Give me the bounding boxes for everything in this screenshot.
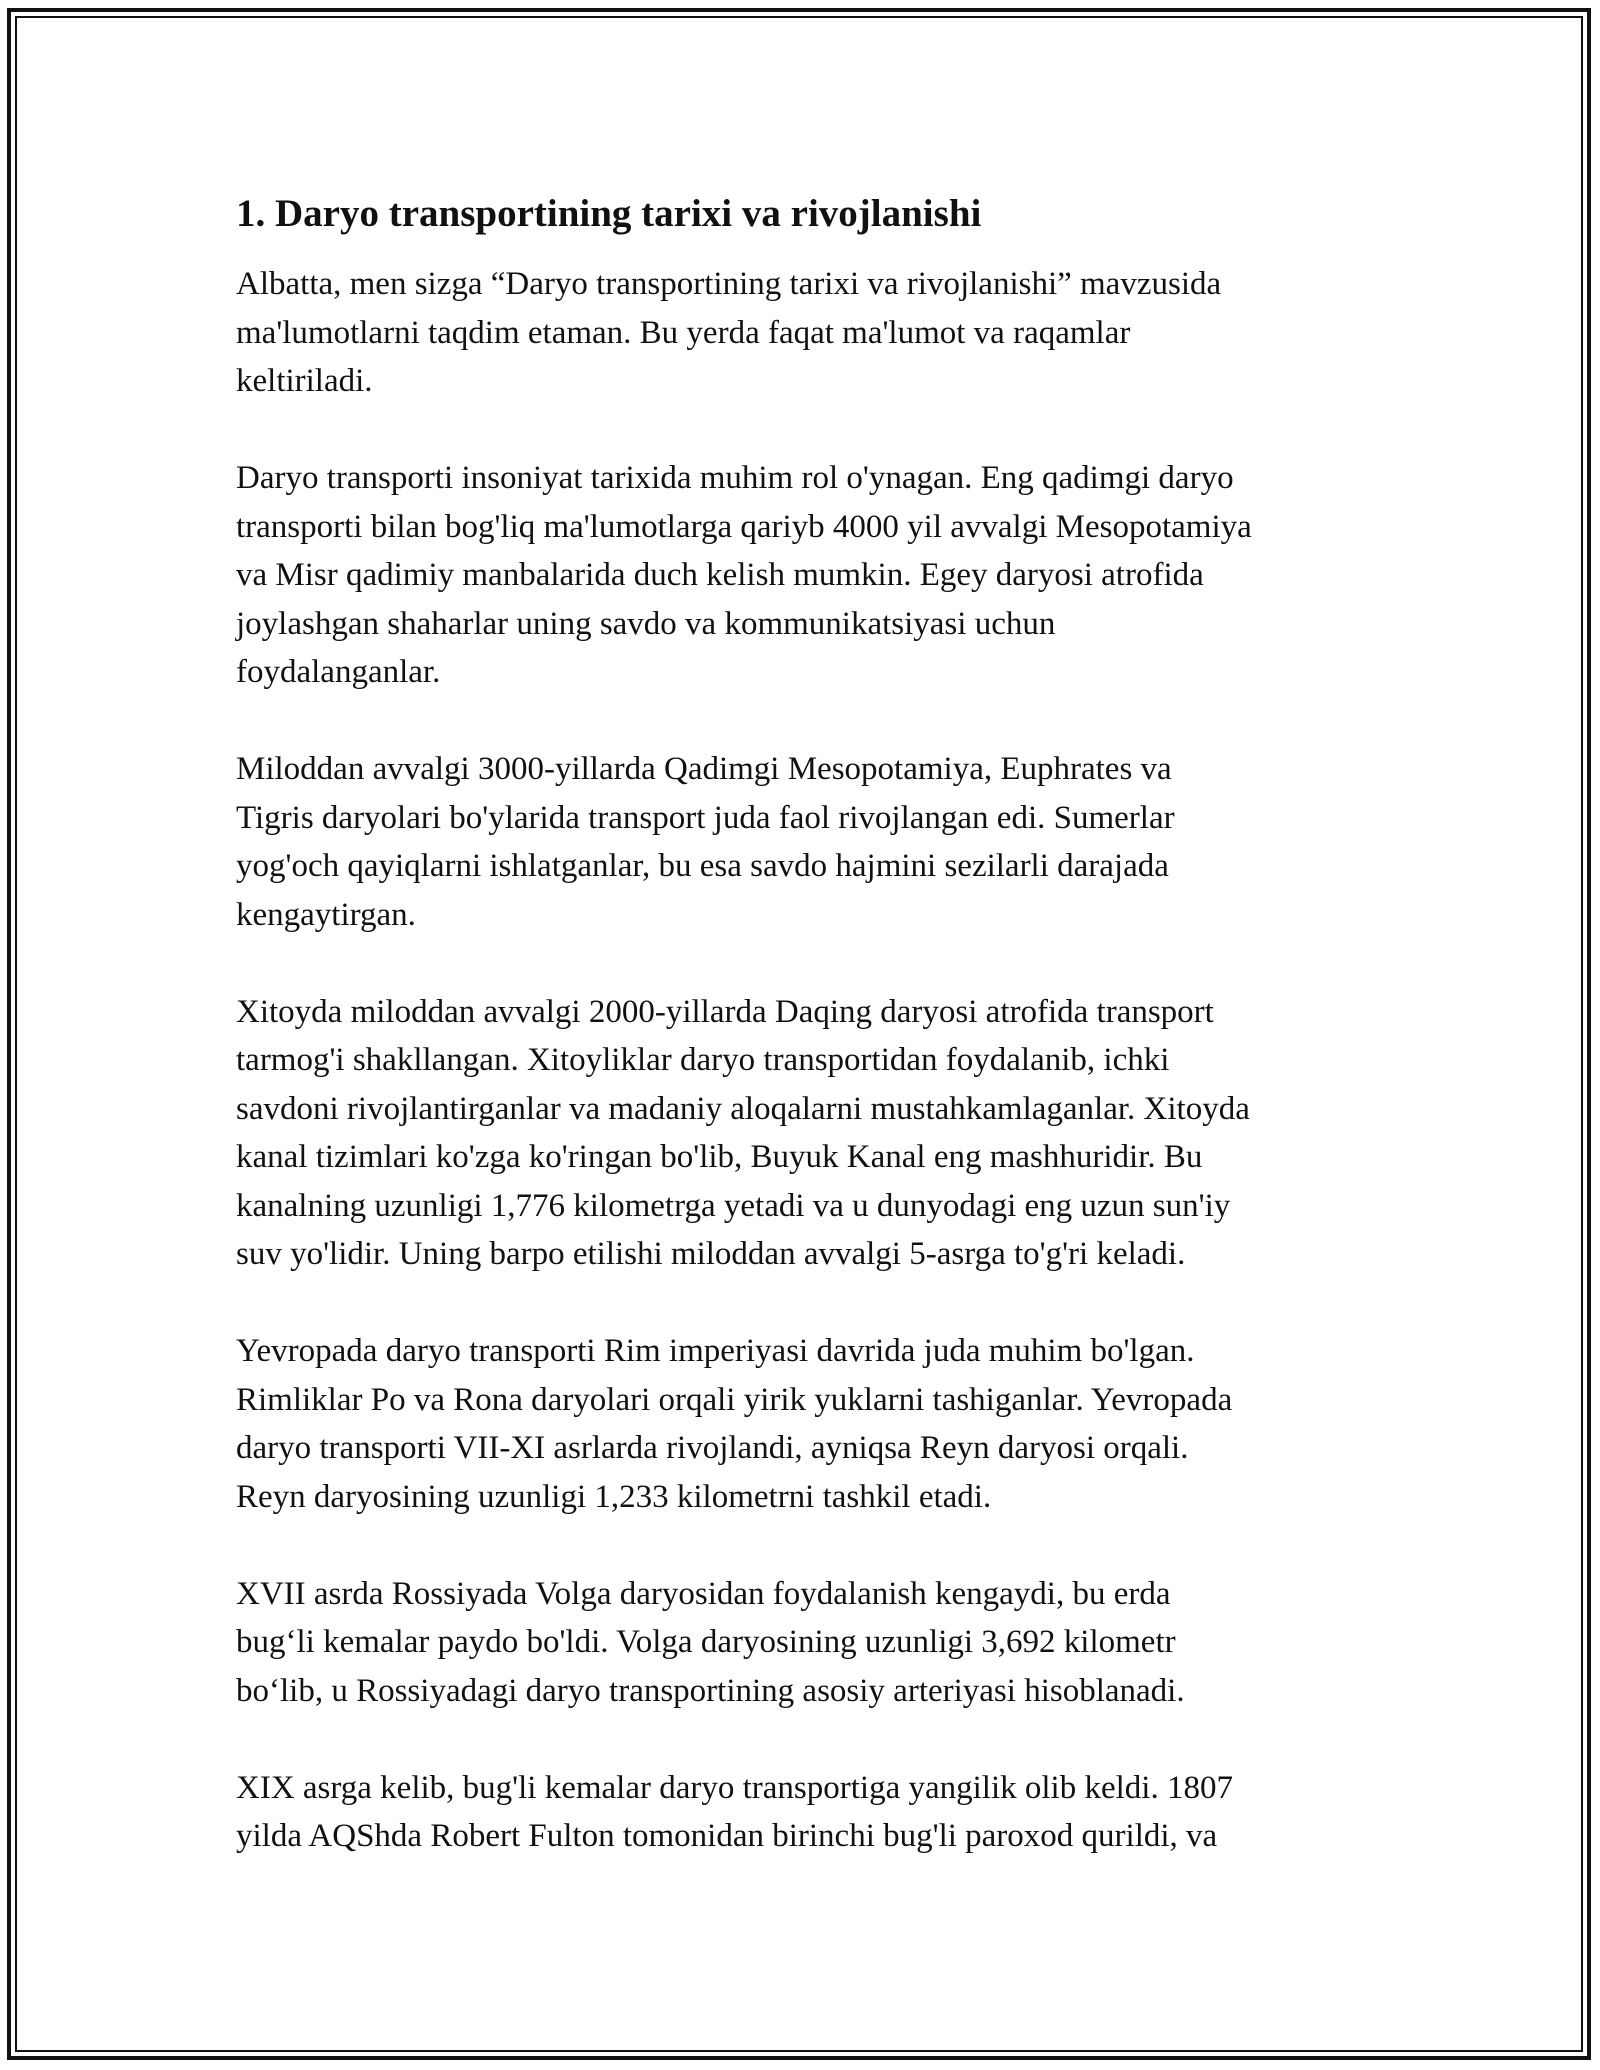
text-line: suv yo'lidir. Uning barpo etilishi miloddan avvalgi 5-asrga to'g'ri keladi. [236, 1236, 1186, 1272]
text-line: kengaytirgan. [236, 896, 416, 933]
text-line: transporti bilan bog'liq ma'lumotlarga qariyb 4000 yil avvalgi Mesopotamiya [236, 508, 1252, 545]
paragraph-intro [236, 260, 1366, 406]
text-line: Yevropada daryo transporti Rim imperiyasi davrida juda muhim bo'lgan. [236, 1333, 1195, 1369]
section-heading: 1. Daryo transportining tarixi va rivojlanishi [236, 192, 982, 235]
text-line: ma'lumotlarni taqdim etaman. Bu yerda faqat ma'lumot va raqamlar [236, 314, 1131, 351]
text-line: Daryo transporti insoniyat tarixida muhim rol o'ynagan. Eng qadimgi daryo [236, 460, 1234, 496]
text-line: kanalning uzunligi 1,776 kilometrga yetadi va u dunyodagi eng uzun sun'iy [236, 1187, 1231, 1224]
text-line: Tigris daryolari bo'ylarida transport juda faol rivojlangan edi. Sumerlar [236, 799, 1175, 836]
text-line: XVII asrda Rossiyada Volga daryosidan foydalanish kengaydi, bu erda [236, 1575, 1171, 1612]
paragraph-europe [236, 1327, 1366, 1521]
text-line: daryo transporti VII-XI asrlarda rivojlandi, ayniqsa Reyn daryosi orqali. [236, 1430, 1189, 1466]
paragraph-russia [236, 1570, 1366, 1716]
document-body [236, 190, 1366, 1909]
text-line: tarmog'i shakllangan. Xitoyliklar daryo transportidan foydalanib, ichki [236, 1042, 1170, 1078]
text-line: Xitoyda miloddan avvalgi 2000-yillarda Daqing daryosi atrofida transport [236, 993, 1214, 1030]
text-line: bug‘li kemalar paydo bo'ldi. Volga daryosining uzunligi 3,692 kilometr [236, 1624, 1176, 1660]
text-line: yog'och qayiqlarni ishlatganlar, bu esa savdo hajmini sezilarli darajada [236, 848, 1169, 884]
text-line: joylashgan shaharlar uning savdo va kommunikatsiyasi uchun [236, 605, 1056, 642]
text-line: yilda AQShda Robert Fulton tomonidan birinchi bug'li paroxod qurildi, va [236, 1818, 1218, 1854]
paragraph-china [236, 988, 1366, 1279]
paragraph-ancient-origins [236, 454, 1366, 697]
text-line: Albatta, men sizga “Daryo transportining tarixi va rivojlanishi” mavzusida [236, 266, 1222, 302]
text-line: foydalanganlar. [236, 654, 441, 690]
text-line: keltiriladi. [236, 363, 373, 399]
text-line: kanal tizimlari ko'zga ko'ringan bo'lib, Buyuk Kanal eng mashhuridir. Bu [236, 1139, 1203, 1175]
text-line: XIX asrga kelib, bug'li kemalar daryo transportiga yangilik olib keldi. 1807 [236, 1769, 1233, 1806]
paragraph-mesopotamia [236, 745, 1366, 939]
paragraph-steamships [236, 1764, 1366, 1861]
text-line: bo‘lib, u Rossiyadagi daryo transportining asosiy arteriyasi hisoblanadi. [236, 1672, 1185, 1709]
text-line: Reyn daryosining uzunligi 1,233 kilometrni tashkil etadi. [236, 1478, 992, 1515]
text-line: savdoni rivojlantirganlar va madaniy aloqalarni mustahkamlaganlar. Xitoyda [236, 1090, 1250, 1127]
text-line: va Misr qadimiy manbalarida duch kelish mumkin. Egey daryosi atrofida [236, 557, 1204, 593]
text-line: Rimliklar Po va Rona daryolari orqali yirik yuklarni tashiganlar. Yevropada [236, 1381, 1233, 1418]
text-line: Miloddan avvalgi 3000-yillarda Qadimgi Mesopotamiya, Euphrates va [236, 751, 1172, 787]
